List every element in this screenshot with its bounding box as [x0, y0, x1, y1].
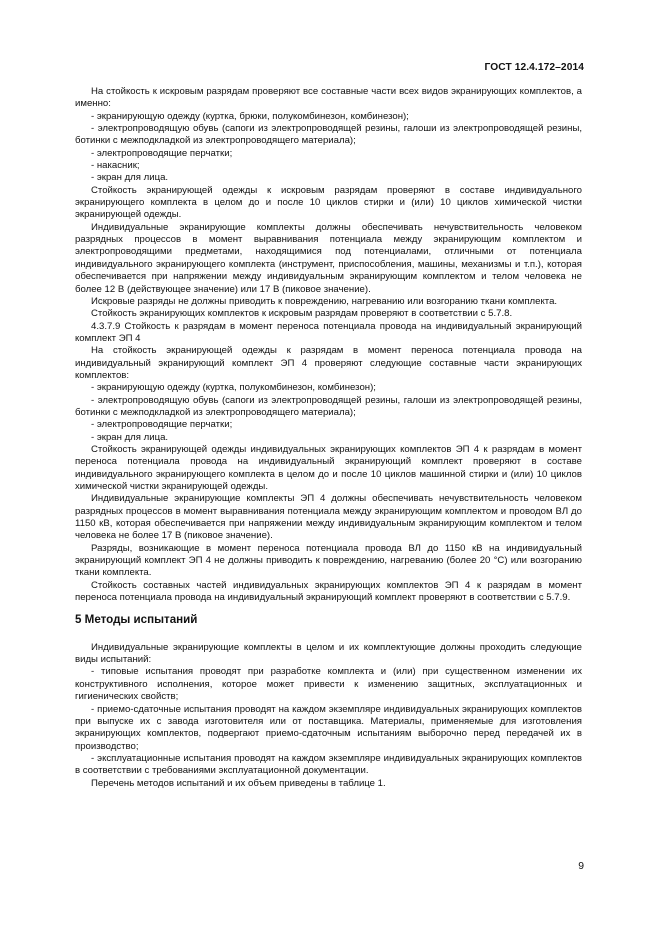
list-item: - экранирующую одежду (куртка, полукомбинезон, комбинезон); [91, 382, 376, 394]
list-item: - эксплуатационные испытания проводят на каждом экземпляре индивидуальных экранирующих комплектов в соответствии с требованиями эксплуатационной документации. [75, 752, 582, 777]
paragraph: Стойкость составных частей индивидуальных экранирующих комплектов ЭП 4 к разрядам в момент переноса потенциала провода на индивидуальный экранирующий комплект проверяют в соответствии с 5.7.9. [75, 579, 582, 604]
paragraph: Стойкость экранирующей одежды индивидуальных экранирующих комплектов ЭП 4 к разрядам в момент переноса потенциала провода на индивидуальный экранирующий комплект проверяют в составе индивидуального экранирующего комплекта в целом до и после 10 циклов машинной стирки и (или) 10 циклов химической чистки экранирующей одежды. [75, 443, 582, 492]
clause-heading: 4.3.7.9 Стойкость к разрядам в момент переноса потенциала провода на индивидуальный экранирующий комплект ЭП 4 [75, 320, 582, 344]
paragraph: Стойкость экранирующей одежды к искровым разрядам проверяют в составе индивидуального экранирующего комплекта в целом до и после 10 циклов стирки и (или) 10 циклов химической чистки экранирующей одежды. [75, 184, 582, 221]
paragraph: Искровые разряды не должны приводить к повреждению, нагреванию или возгоранию ткани комплекта. [91, 295, 558, 307]
paragraph: Стойкость экранирующих комплектов к искровым разрядам проверяют в соответствии с 5.7.8. [91, 308, 513, 320]
document-body [75, 86, 582, 790]
paragraph: Индивидуальные экранирующие комплекты должны обеспечивать нечувствительность человеком разрядных процессов в момент выравнивания потенциала между экранирующим комплектом и электропроводящими предметами, находящимися под потенциалами, отличными от потенциала индивидуального экранирующего комплекта (инструмент, приспособления, машины, механизмы и т.п.), которая обеспечивается при напряжении между индивидуальным экранирующим комплектом и телом человека не более 12 В (действующее значение) или 17 В (пиковое значение). [75, 221, 582, 295]
list-item: - приемо-сдаточные испытания проводят на каждом экземпляре индивидуальных экранирующих комплектов при выпуске их с завода изготовителя или от поставщика. Материалы, применяемые для изготовления экранирующих комплектов, подвергают приемо-сдаточным испытаниям выборочно перед передачей их в производство; [75, 703, 582, 752]
list-item: - электропроводящие перчатки; [91, 147, 233, 159]
list-item: - экран для лица. [91, 172, 169, 184]
list-item: - электропроводящую обувь (сапоги из электропроводящей резины, галоши из электропроводящей резины, ботинки с межподкладкой из электропроводящего материала); [75, 123, 582, 147]
paragraph: На стойкость экранирующей одежды к разрядам в момент переноса потенциала провода на индивидуальный экранирующий комплект ЭП 4 проверяют следующие составные части экранирующих комплектов: [75, 345, 582, 381]
list-item: - экран для лица. [91, 431, 169, 443]
page-number: 9 [578, 861, 584, 872]
list-item: - экранирующую одежду (куртка, брюки, полукомбинезон, комбинезон); [91, 110, 409, 122]
paragraph: На стойкость к искровым разрядам проверяют все составные части всех видов экранирующих комплектов, а именно: [75, 86, 582, 110]
paragraph: Индивидуальные экранирующие комплекты в целом и их комплектующие должны проходить следующие виды испытаний: [75, 641, 582, 666]
list-item: - накасник; [91, 160, 140, 172]
document-code: ГОСТ 12.4.172–2014 [484, 62, 584, 73]
paragraph: Индивидуальные экранирующие комплекты ЭП 4 должны обеспечивать нечувствительность человеком разрядных процессов в момент выравнивания потенциала между экранирующим комплектом и проводом ВЛ до 1150 кВ, которая обеспечивается при напряжении между индивидуальным экранирующим комплектом и телом человека не более 17 В (пиковое значение). [75, 493, 582, 542]
section-heading: 5 Методы испытаний [75, 613, 198, 627]
paragraph: Разряды, возникающие в момент переноса потенциала провода ВЛ до 1150 кВ на индивидуальный экранирующий комплект ЭП 4 не должны приводить к повреждению, нагреванию (более 20 °С) или возгоранию ткани комплекта. [75, 542, 582, 579]
list-item: - электропроводящие перчатки; [91, 419, 233, 431]
list-item: - электропроводящую обувь (сапоги из электропроводящей резины, галоши из электропроводящей резины, ботинки с межподкладкой из электропроводящего материала); [75, 394, 582, 418]
paragraph: Перечень методов испытаний и их объем приведены в таблице 1. [91, 777, 386, 789]
list-item: - типовые испытания проводят при разработке комплекта и (или) при существенном изменении их конструктивного исполнения, которое может привести к изменению защитных, эксплуатационных и гигиенических свойств; [75, 666, 582, 703]
